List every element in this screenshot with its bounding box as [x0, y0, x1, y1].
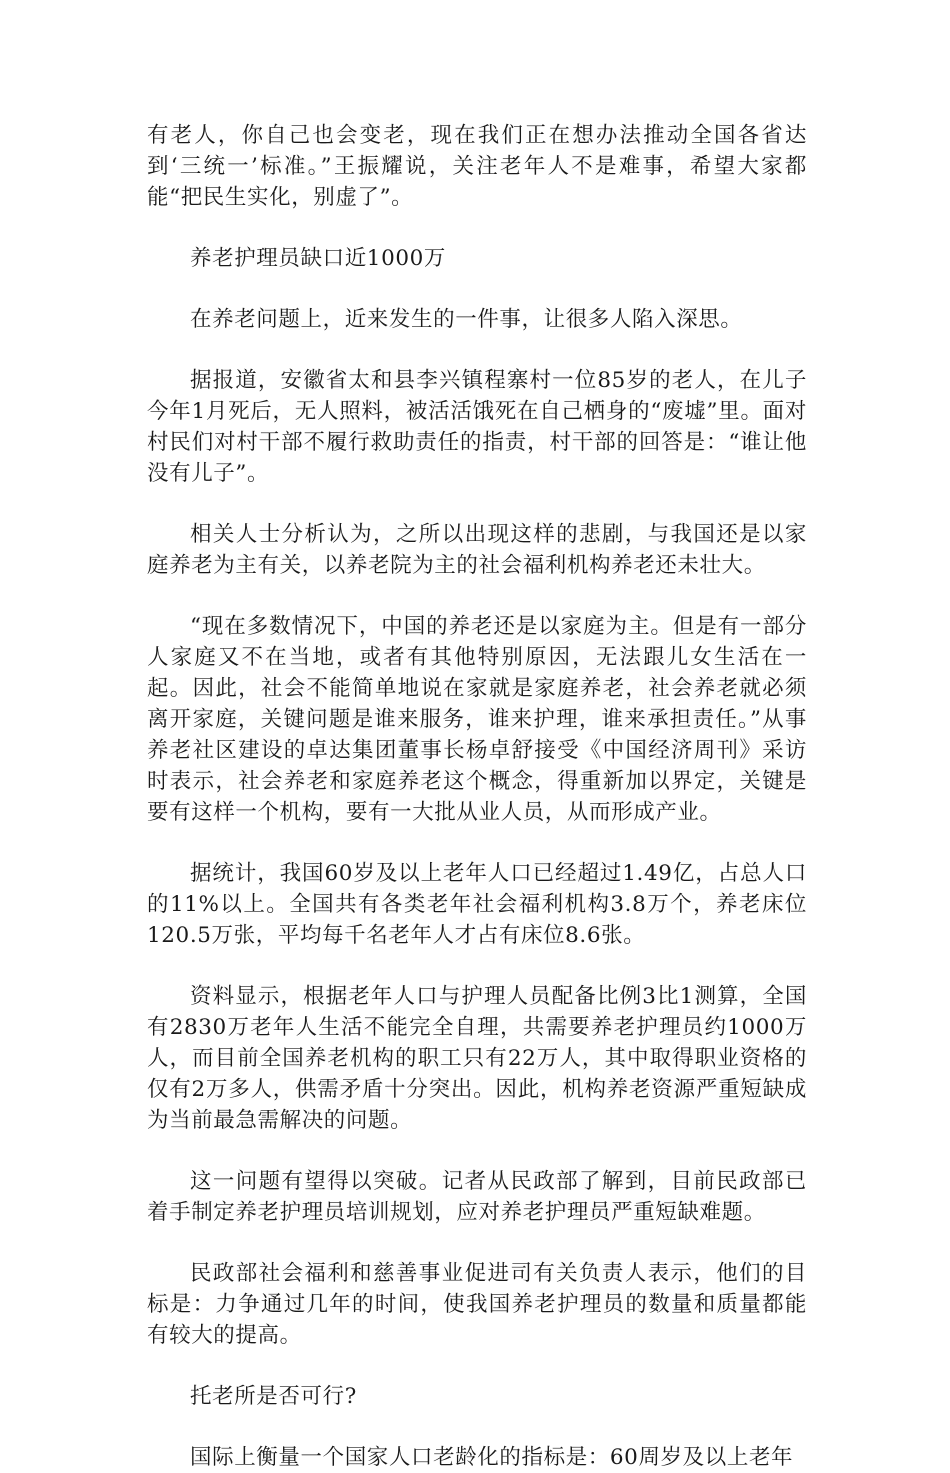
paragraph: 这一问题有望得以突破。记者从民政部了解到，目前民政部已着手制定养老护理员培训规划，应对养老护理员严重短缺难题。: [147, 1169, 807, 1225]
paragraph: 在养老问题上，近来发生的一件事，让很多人陷入深思。: [190, 307, 743, 332]
paragraph-gap: [147, 489, 807, 519]
paragraph: 资料显示，根据老年人口与护理人员配备比例3比1测算，全国有2830万老年人生活不能完全自理，共需要养老护理员约1000万人，而目前全国养老机构的职工只有22万人，其中取得职业资格的仅有2万多人，供需矛盾十分突出。因此，机构养老资源严重短缺成为当前最急需解决的问题。: [147, 984, 807, 1133]
paragraph: 据报道，安徽省太和县李兴镇程寨村一位85岁的老人，在儿子今年1月死后，无人照料，被活活饿死在自己栖身的“废墟”里。面对村民们对村干部不履行救助责任的指责，村干部的回答是：“谁让他没有儿子”。: [147, 368, 807, 486]
paragraph-gap: [147, 1228, 807, 1258]
paragraph-gap: [147, 213, 807, 243]
paragraph: 据统计，我国60岁及以上老年人口已经超过1.49亿，占总人口的11%以上。全国共有各类老年社会福利机构3.8万个，养老床位120.5万张，平均每千名老年人才占有床位8.6张。: [147, 861, 807, 948]
paragraph-gap: [147, 274, 807, 304]
section-heading: 养老护理员缺口近1000万: [190, 246, 447, 271]
section-heading: 托老所是否可行?: [190, 1384, 357, 1409]
paragraph: 民政部社会福利和慈善事业促进司有关负责人表示，他们的目标是：力争通过几年的时间，使我国养老护理员的数量和质量都能有较大的提高。: [147, 1261, 807, 1348]
paragraph-gap: [147, 335, 807, 365]
paragraph: 相关人士分析认为，之所以出现这样的悲剧，与我国还是以家庭养老为主有关，以养老院为主的社会福利机构养老还未壮大。: [147, 522, 807, 578]
paragraph-gap: [147, 951, 807, 981]
paragraph-gap: [147, 1351, 807, 1381]
paragraph: “现在多数情况下，中国的养老还是以家庭为主。但是有一部分人家庭又不在当地，或者有其他特别原因，无法跟儿女生活在一起。因此，社会不能简单地说在家就是家庭养老，社会养老就必须离开家庭，关键问题是谁来服务，谁来护理，谁来承担责任。”从事养老社区建设的卓达集团董事长杨卓舒接受《中国经济周刊》采访时表示，社会养老和家庭养老这个概念，得重新加以界定，关键是要有这样一个机构，要有一大批从业人员，从而形成产业。: [147, 614, 807, 825]
paragraph: 国际上衡量一个国家人口老龄化的指标是：60周岁及以上老年: [190, 1445, 794, 1470]
document-page: [147, 120, 807, 1473]
paragraph-gap: [147, 1136, 807, 1166]
paragraph: 有老人，你自己也会变老，现在我们正在想办法推动全国各省达到‘三统一’标准。”王振耀说，关注老年人不是难事，希望大家都能“把民生实化，别虚了”。: [147, 123, 807, 210]
paragraph-gap: [147, 828, 807, 858]
paragraph-gap: [147, 581, 807, 611]
paragraph-gap: [147, 1412, 807, 1442]
